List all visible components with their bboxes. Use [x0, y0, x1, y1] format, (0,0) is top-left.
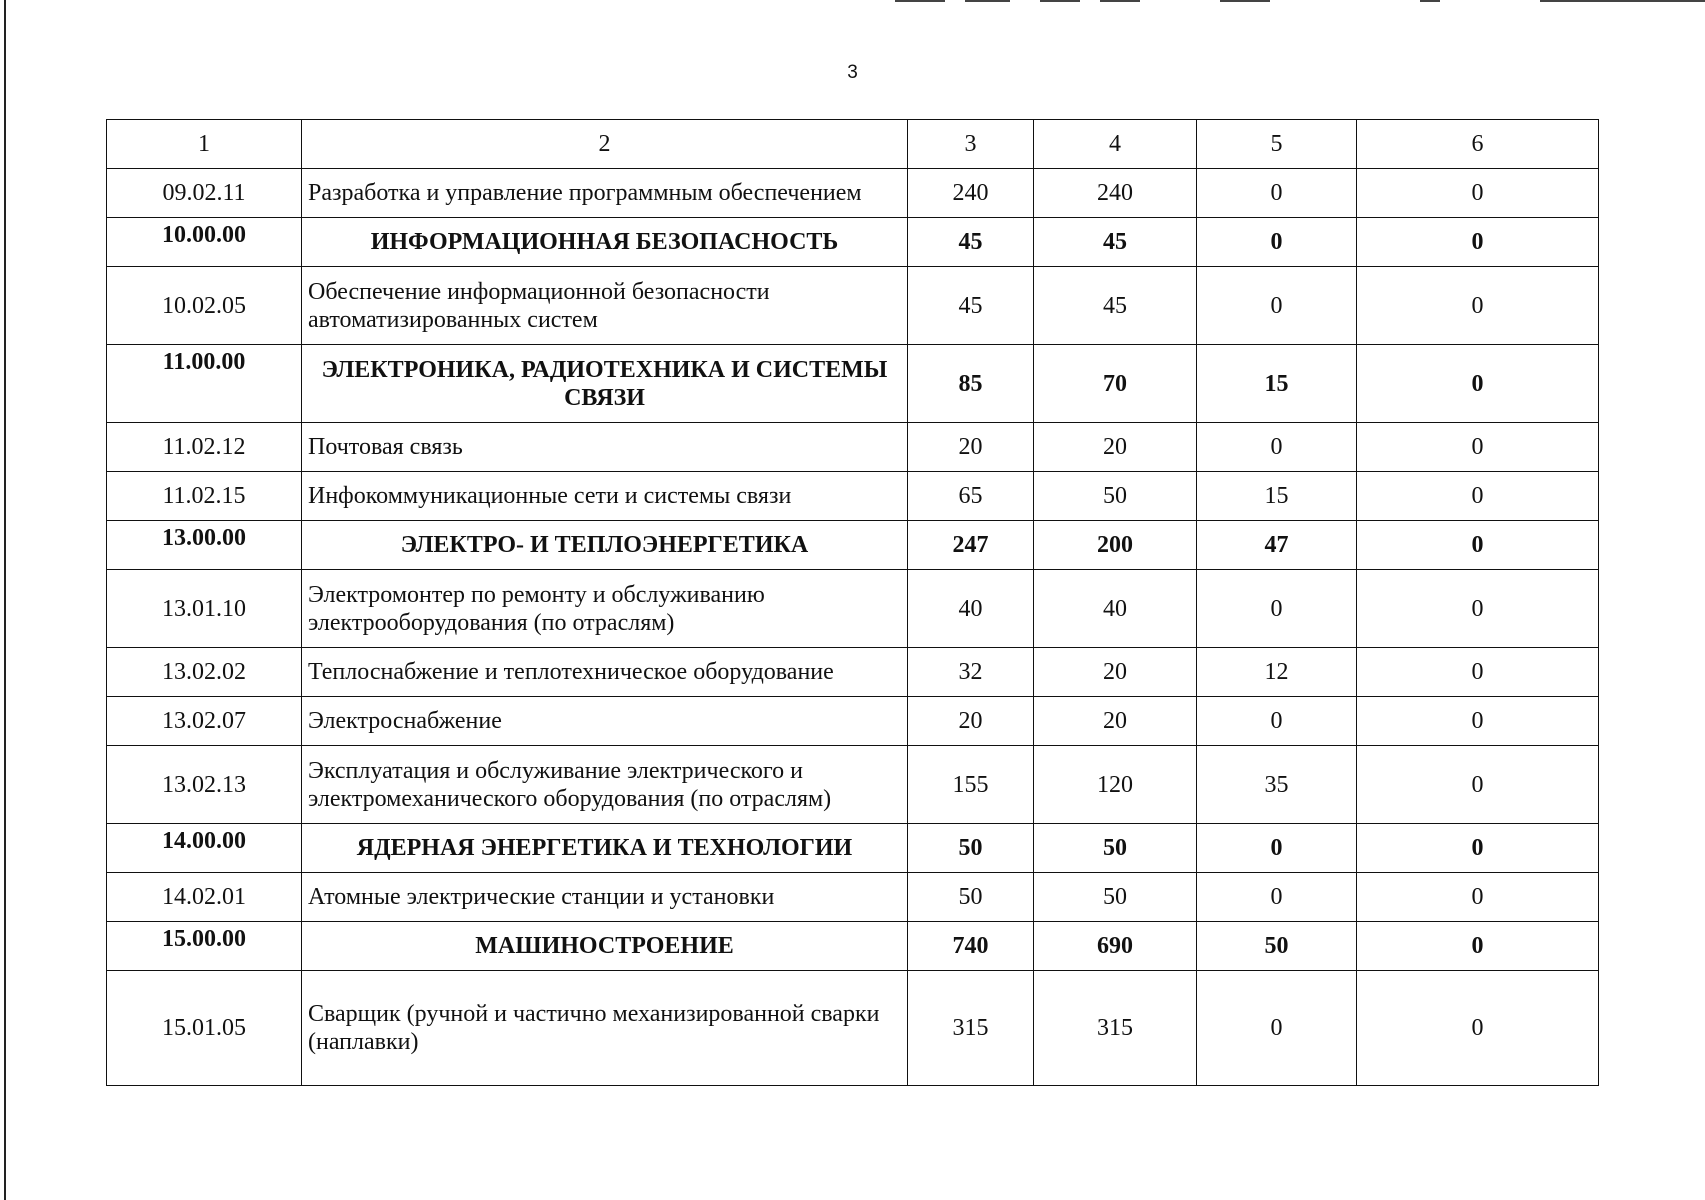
- row-name: ИНФОРМАЦИОННАЯ БЕЗОПАСНОСТЬ: [302, 218, 908, 267]
- row-value-3: 45: [908, 218, 1034, 267]
- row-value-5: 0: [1197, 824, 1357, 873]
- row-code: 09.02.11: [107, 169, 302, 218]
- table-row: [107, 971, 1599, 1086]
- row-name: Почтовая связь: [302, 423, 908, 472]
- row-code: 13.01.10: [107, 570, 302, 648]
- row-value-3: 20: [908, 423, 1034, 472]
- scan-edge-top: [1040, 0, 1080, 2]
- row-code: 10.00.00: [107, 218, 302, 267]
- row-value-5: 0: [1197, 218, 1357, 267]
- row-value-4: 45: [1034, 218, 1197, 267]
- row-code: 10.02.05: [107, 267, 302, 345]
- row-value-6: 0: [1357, 922, 1599, 971]
- row-value-3: 40: [908, 570, 1034, 648]
- row-name: Сварщик (ручной и частично механизированной сварки (наплавки): [302, 971, 908, 1086]
- row-value-6: 0: [1357, 697, 1599, 746]
- row-value-6: 0: [1357, 521, 1599, 570]
- row-value-6: 0: [1357, 267, 1599, 345]
- group-row: [107, 521, 1599, 570]
- row-value-5: 0: [1197, 697, 1357, 746]
- table-row: [107, 648, 1599, 697]
- row-name: МАШИНОСТРОЕНИЕ: [302, 922, 908, 971]
- row-value-3: 740: [908, 922, 1034, 971]
- scan-edge-top: [1420, 0, 1440, 2]
- group-row: [107, 345, 1599, 423]
- row-value-5: 12: [1197, 648, 1357, 697]
- row-name: ЭЛЕКТРОНИКА, РАДИОТЕХНИКА И СИСТЕМЫ СВЯЗИ: [302, 345, 908, 423]
- table-row: [107, 169, 1599, 218]
- scan-edge-top: [1220, 0, 1270, 2]
- scan-edge-top: [1100, 0, 1140, 2]
- group-row: [107, 218, 1599, 267]
- page-number: 3: [847, 62, 858, 83]
- row-name: Разработка и управление программным обеспечением: [302, 169, 908, 218]
- table-row: [107, 697, 1599, 746]
- row-value-3: 155: [908, 746, 1034, 824]
- row-value-5: 0: [1197, 267, 1357, 345]
- row-value-4: 120: [1034, 746, 1197, 824]
- header-row: [107, 120, 1599, 169]
- row-name: Эксплуатация и обслуживание электрического и электромеханического оборудования (по отраслям): [302, 746, 908, 824]
- row-value-4: 40: [1034, 570, 1197, 648]
- column-header: 4: [1034, 120, 1197, 169]
- row-name: ЭЛЕКТРО- И ТЕПЛОЭНЕРГЕТИКА: [302, 521, 908, 570]
- row-value-3: 315: [908, 971, 1034, 1086]
- column-header: 6: [1357, 120, 1599, 169]
- column-header: 2: [302, 120, 908, 169]
- row-value-5: 50: [1197, 922, 1357, 971]
- group-row: [107, 824, 1599, 873]
- row-value-4: 240: [1034, 169, 1197, 218]
- row-value-4: 20: [1034, 423, 1197, 472]
- scan-edge-top: [1540, 0, 1705, 2]
- row-code: 14.00.00: [107, 824, 302, 873]
- row-code: 11.00.00: [107, 345, 302, 423]
- scan-edge-top: [895, 0, 945, 2]
- row-value-3: 32: [908, 648, 1034, 697]
- row-value-3: 85: [908, 345, 1034, 423]
- row-value-5: 47: [1197, 521, 1357, 570]
- row-value-5: 0: [1197, 169, 1357, 218]
- row-value-6: 0: [1357, 423, 1599, 472]
- row-code: 15.01.05: [107, 971, 302, 1086]
- row-value-5: 15: [1197, 472, 1357, 521]
- row-name: ЯДЕРНАЯ ЭНЕРГЕТИКА И ТЕХНОЛОГИИ: [302, 824, 908, 873]
- row-code: 14.02.01: [107, 873, 302, 922]
- row-code: 13.00.00: [107, 521, 302, 570]
- row-value-5: 35: [1197, 746, 1357, 824]
- table-row: [107, 570, 1599, 648]
- row-code: 15.00.00: [107, 922, 302, 971]
- row-value-4: 690: [1034, 922, 1197, 971]
- row-value-6: 0: [1357, 746, 1599, 824]
- row-value-6: 0: [1357, 824, 1599, 873]
- row-value-3: 45: [908, 267, 1034, 345]
- column-header: 5: [1197, 120, 1357, 169]
- row-value-6: 0: [1357, 570, 1599, 648]
- row-value-5: 15: [1197, 345, 1357, 423]
- row-code: 13.02.13: [107, 746, 302, 824]
- table-row: [107, 267, 1599, 345]
- row-value-3: 20: [908, 697, 1034, 746]
- row-name: Атомные электрические станции и установки: [302, 873, 908, 922]
- row-value-4: 50: [1034, 873, 1197, 922]
- row-value-3: 247: [908, 521, 1034, 570]
- scan-edge-top: [965, 0, 1010, 2]
- row-value-4: 50: [1034, 824, 1197, 873]
- row-name: Электромонтер по ремонту и обслуживанию электрооборудования (по отраслям): [302, 570, 908, 648]
- row-name: Теплоснабжение и теплотехническое оборудование: [302, 648, 908, 697]
- row-code: 13.02.07: [107, 697, 302, 746]
- row-code: 11.02.15: [107, 472, 302, 521]
- row-value-4: 20: [1034, 648, 1197, 697]
- table-row: [107, 472, 1599, 521]
- row-value-6: 0: [1357, 648, 1599, 697]
- row-name: Обеспечение информационной безопасности автоматизированных систем: [302, 267, 908, 345]
- row-value-5: 0: [1197, 873, 1357, 922]
- scan-edge-left: [4, 0, 6, 1200]
- row-value-6: 0: [1357, 345, 1599, 423]
- row-name: Электроснабжение: [302, 697, 908, 746]
- row-value-6: 0: [1357, 971, 1599, 1086]
- table-row: [107, 746, 1599, 824]
- group-row: [107, 922, 1599, 971]
- row-code: 11.02.12: [107, 423, 302, 472]
- table-row: [107, 873, 1599, 922]
- row-value-3: 240: [908, 169, 1034, 218]
- row-value-6: 0: [1357, 472, 1599, 521]
- row-name: Инфокоммуникационные сети и системы связи: [302, 472, 908, 521]
- column-header: 3: [908, 120, 1034, 169]
- row-code: 13.02.02: [107, 648, 302, 697]
- row-value-4: 70: [1034, 345, 1197, 423]
- row-value-5: 0: [1197, 971, 1357, 1086]
- row-value-4: 50: [1034, 472, 1197, 521]
- row-value-5: 0: [1197, 570, 1357, 648]
- table-row: [107, 423, 1599, 472]
- row-value-4: 315: [1034, 971, 1197, 1086]
- row-value-4: 45: [1034, 267, 1197, 345]
- row-value-3: 50: [908, 824, 1034, 873]
- row-value-6: 0: [1357, 169, 1599, 218]
- column-header: 1: [107, 120, 302, 169]
- row-value-6: 0: [1357, 873, 1599, 922]
- row-value-4: 20: [1034, 697, 1197, 746]
- data-table: [106, 119, 1599, 1086]
- row-value-4: 200: [1034, 521, 1197, 570]
- row-value-5: 0: [1197, 423, 1357, 472]
- row-value-3: 50: [908, 873, 1034, 922]
- row-value-3: 65: [908, 472, 1034, 521]
- row-value-6: 0: [1357, 218, 1599, 267]
